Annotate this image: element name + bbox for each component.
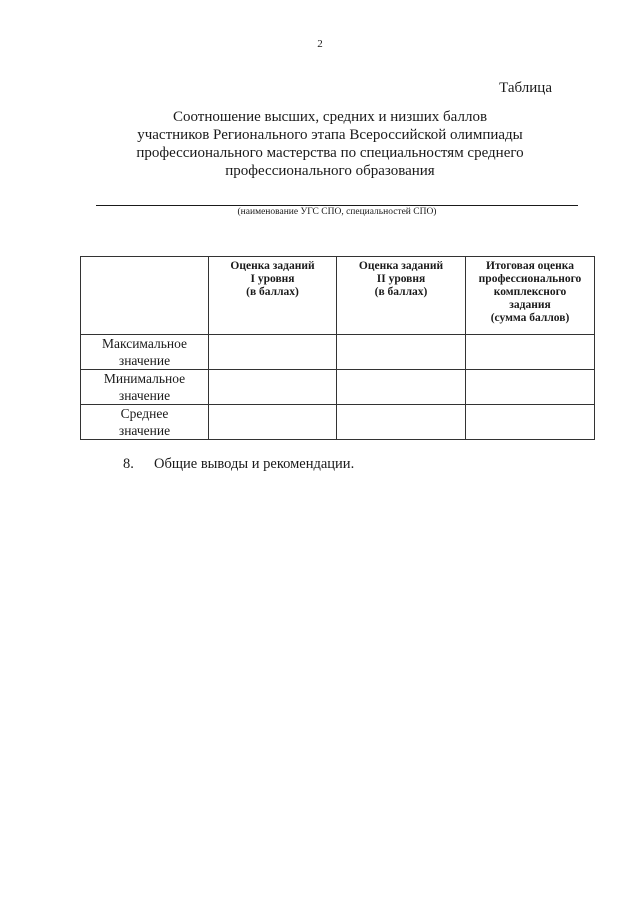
header-line: (сумма баллов) [490,312,570,324]
table-header-row [81,257,595,335]
table-cell [466,370,595,405]
table-cell [466,405,595,440]
row-label-line: Максимальное [101,336,188,351]
title-line: участников Регионального этапа Всероссийской олимпиады [137,127,523,143]
table-row [81,335,595,370]
table-cell [209,370,337,405]
table-cell [337,335,466,370]
document-title [90,108,570,180]
header-cell-total [466,257,595,335]
row-label-line: значение [118,423,171,438]
table-cell [337,405,466,440]
blank-fill-line [96,205,578,206]
row-label-max [81,335,209,370]
table-cell [466,335,595,370]
row-label-avg [81,405,209,440]
header-line: Оценка заданий [358,260,444,272]
section-8-heading [123,456,354,473]
table-cell [209,405,337,440]
row-label-line: Минимальное [103,371,186,386]
title-line: Соотношение высших, средних и низших баллов [172,109,488,125]
title-line: профессионального мастерства по специальностям среднего [136,145,524,161]
table-cell [337,370,466,405]
header-line: профессионального [478,273,582,285]
table-row [81,405,595,440]
header-cell-level1 [209,257,337,335]
row-label-line: Среднее [120,406,169,421]
row-label-line: значение [118,388,171,403]
header-line: комплексного [493,286,567,298]
table-label: Таблица [499,80,552,96]
table-cell [209,335,337,370]
header-line: I уровня [250,273,295,285]
table-row [81,370,595,405]
section-number: 8. [123,456,134,472]
header-line: задания [509,299,551,311]
section-text: Общие выводы и рекомендации. [154,456,355,472]
title-line: профессионального образования [225,163,435,179]
header-line: Итоговая оценка [486,260,574,272]
header-line: (в баллах) [374,286,428,298]
header-line: Оценка заданий [230,260,315,272]
header-line: II уровня [376,273,426,285]
row-label-min [81,370,209,405]
field-caption: (наименование УГС СПО, специальностей СПО) [237,207,437,217]
scores-table [80,256,595,440]
header-line: (в баллах) [246,286,299,298]
page-number: 2 [317,38,323,50]
header-cell-level2 [337,257,466,335]
header-cell-empty [81,257,209,335]
row-label-line: значение [118,353,171,368]
